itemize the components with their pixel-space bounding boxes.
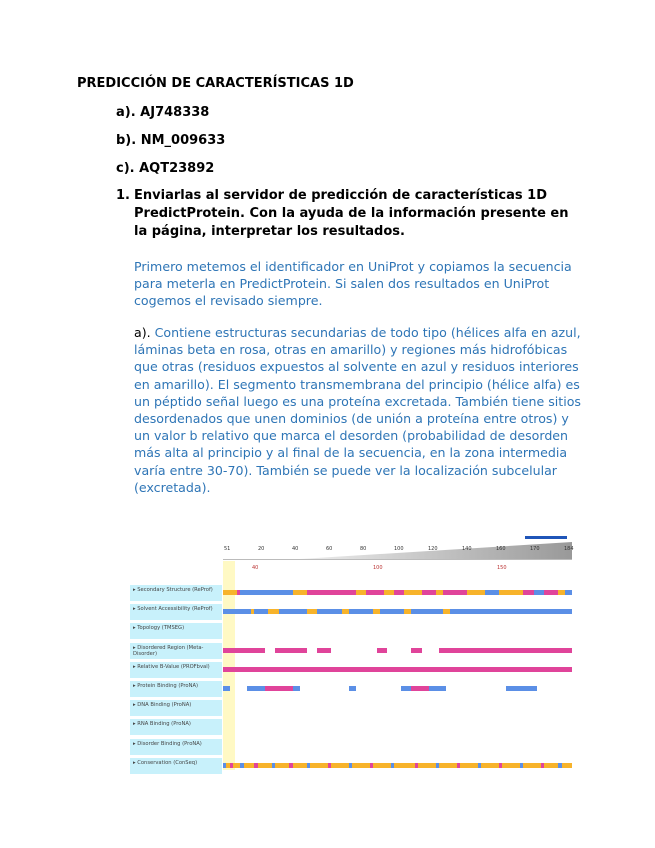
feature-segment [467, 590, 484, 595]
ruler-tick: 184 [564, 546, 574, 552]
feature-segment [439, 648, 572, 653]
position-marker: 40 [252, 565, 259, 571]
feature-segment [307, 590, 356, 595]
feature-segment [223, 763, 226, 768]
ruler-tick: 60 [326, 546, 333, 552]
track-label[interactable]: ▸ Topology (TMSEG) [130, 623, 222, 639]
feature-track [223, 648, 572, 653]
feature-segment [541, 763, 544, 768]
question [116, 187, 576, 241]
feature-segment [265, 686, 293, 691]
feature-segment [349, 609, 373, 614]
track-label[interactable]: ▸ Disordered Region (Meta-Disorder) [130, 643, 222, 659]
feature-segment [499, 763, 502, 768]
feature-track [223, 609, 572, 614]
feature-segment [373, 609, 380, 614]
feature-segment [366, 590, 383, 595]
feature-segment [279, 609, 307, 614]
position-marker: 100 [373, 565, 383, 571]
track-label[interactable]: ▸ Protein Binding (ProNA) [130, 681, 222, 697]
feature-segment [558, 590, 565, 595]
feature-segment [415, 763, 418, 768]
answer-a-label: a). [134, 325, 151, 340]
feature-segment [450, 609, 572, 614]
item-c: c). AQT23892 [116, 161, 215, 176]
feature-segment [293, 686, 300, 691]
feature-segment [317, 609, 341, 614]
item-a: a). AJ748338 [116, 105, 210, 120]
answer-intro: Primero metemos el identificador en UniProt y copiamos la secuencia para meterla en PredictProtein. Si salen dos resultados en UniProt cogemos el revisado siempre. [134, 259, 572, 309]
ruler-tick: 51 [224, 546, 231, 552]
feature-segment [230, 763, 233, 768]
feature-track [223, 686, 572, 691]
feature-segment [443, 609, 450, 614]
ruler-tick: 170 [530, 546, 540, 552]
feature-track [223, 724, 572, 729]
feature-segment [429, 686, 446, 691]
feature-segment [275, 648, 306, 653]
ruler-tick: 20 [258, 546, 265, 552]
feature-segment [307, 763, 310, 768]
feature-track [223, 667, 572, 672]
feature-segment [499, 590, 523, 595]
feature-segment [349, 686, 356, 691]
track-label[interactable]: ▸ Solvent Accessibility (ReProf) [130, 604, 222, 620]
feature-track [223, 628, 572, 633]
feature-segment [370, 763, 373, 768]
answer-a-text: Contiene estructuras secundarias de todo tipo (hélices alfa en azul, láminas beta en rosa, otras en amarillo) y regiones más hidrofóbicas que otras (residuos expuestos al solvente en azul y residuos interiores en amarillo). El segmento transmembrana del principio (hélice alfa) es un péptido señal luego es una proteína excretada. También tiene sitios desordenados que unen dominios (de unión a proteína entre otros) y un valor b relativo que marca el desorden (probabilidad de desorden más alta al principio y al final de la secuencia, en la zona intermedia varía entre 30-70). También se puede ver la localización subcelular (excretada). [134, 325, 581, 495]
track-label[interactable]: ▸ RNA Binding (ProNA) [130, 719, 222, 735]
track-label[interactable]: ▸ Relative B-Value (PROFbval) [130, 662, 222, 678]
feature-segment [380, 609, 404, 614]
feature-segment [307, 609, 317, 614]
feature-track [223, 763, 572, 768]
ruler-tick: 140 [462, 546, 472, 552]
feature-segment [223, 667, 572, 672]
feature-segment [523, 590, 533, 595]
feature-segment [317, 648, 331, 653]
ruler-line [223, 559, 572, 560]
ruler-tick: 80 [360, 546, 367, 552]
feature-segment [293, 590, 307, 595]
feature-segment [544, 590, 558, 595]
predictprotein-figure [130, 533, 572, 770]
feature-segment [411, 609, 442, 614]
feature-segment [356, 590, 366, 595]
feature-segment [289, 763, 292, 768]
feature-segment [401, 686, 411, 691]
question-text: Enviarlas al servidor de predicción de características 1D PredictProtein. Con la ayuda de la información presente en la página, interpretar los resultados. [134, 188, 569, 239]
feature-track [223, 744, 572, 749]
feature-track [223, 705, 572, 710]
track-label[interactable]: ▸ DNA Binding (ProNA) [130, 700, 222, 716]
feature-segment [247, 686, 264, 691]
feature-segment [391, 763, 394, 768]
feature-track [223, 590, 572, 595]
feature-segment [558, 763, 561, 768]
feature-segment [565, 590, 572, 595]
feature-segment [478, 763, 481, 768]
feature-segment [457, 763, 460, 768]
feature-segment [443, 590, 467, 595]
feature-segment [422, 590, 436, 595]
feature-segment [240, 590, 292, 595]
feature-segment [377, 648, 387, 653]
feature-segment [223, 590, 237, 595]
feature-segment [506, 686, 537, 691]
feature-segment [534, 590, 544, 595]
answer-a [134, 324, 584, 496]
feature-segment [223, 686, 230, 691]
ruler-tick: 100 [394, 546, 404, 552]
zoom-bar [525, 536, 567, 539]
feature-segment [384, 590, 394, 595]
feature-segment [485, 590, 499, 595]
ruler-tick: 160 [496, 546, 506, 552]
feature-segment [328, 763, 331, 768]
feature-segment [404, 590, 421, 595]
item-b: b). NM_009633 [116, 133, 226, 148]
feature-segment [394, 590, 404, 595]
feature-segment [254, 609, 268, 614]
feature-segment [436, 590, 443, 595]
feature-segment [223, 609, 251, 614]
track-label[interactable]: ▸ Disorder Binding (ProNA) [130, 739, 222, 755]
feature-segment [272, 763, 275, 768]
track-label[interactable]: ▸ Conservation (ConSeq) [130, 758, 222, 774]
feature-segment [404, 609, 411, 614]
question-number: 1. [116, 188, 130, 203]
feature-segment [268, 609, 278, 614]
position-marker: 150 [497, 565, 507, 571]
feature-segment [411, 686, 428, 691]
feature-segment [411, 648, 421, 653]
feature-segment [254, 763, 257, 768]
ruler-tick: 40 [292, 546, 299, 552]
feature-segment [342, 609, 349, 614]
feature-segment [349, 763, 352, 768]
feature-segment [240, 763, 243, 768]
track-label[interactable]: ▸ Secondary Structure (ReProf) [130, 585, 222, 601]
feature-segment [520, 763, 523, 768]
ruler-tick: 120 [428, 546, 438, 552]
section-heading: PREDICCIÓN DE CARACTERÍSTICAS 1D [77, 76, 354, 91]
feature-segment [223, 648, 265, 653]
feature-segment [436, 763, 439, 768]
